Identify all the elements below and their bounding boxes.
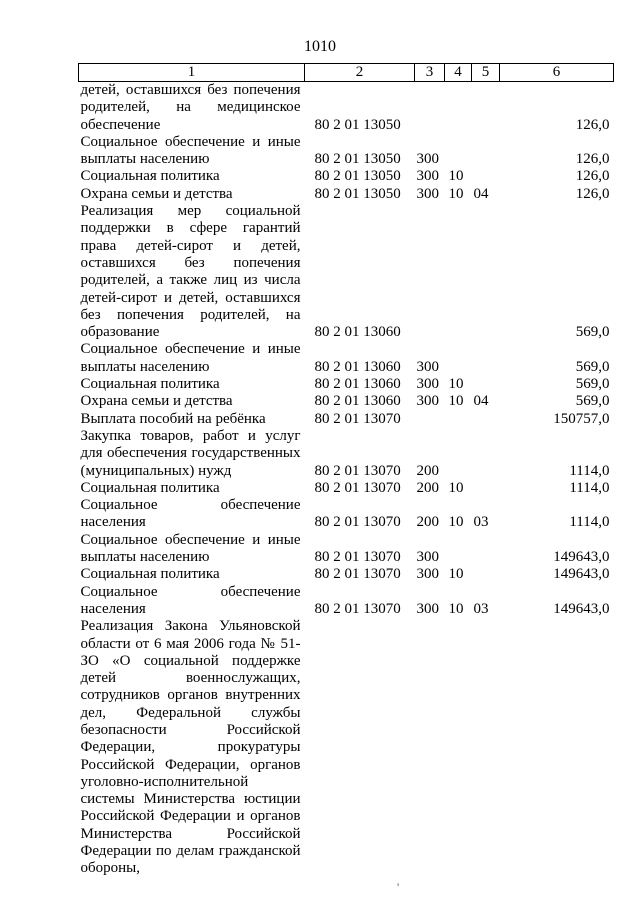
row-rz: 10: [448, 514, 464, 531]
row-rz: [445, 341, 472, 376]
row-rz: 10: [448, 393, 464, 410]
row-pr: [472, 203, 500, 341]
scan-mark: ': [397, 880, 400, 894]
row-vr: 300: [416, 185, 439, 202]
row-pr: [472, 480, 500, 497]
row-sum: 569,0: [575, 393, 610, 410]
table-row: [79, 411, 614, 428]
row-rz: 10: [448, 479, 464, 496]
row-name: Охрана семьи и детства: [80, 393, 233, 410]
row-name: Выплата пособий на ребёнка: [80, 410, 266, 427]
table-row: [79, 168, 614, 185]
row-pr: 04: [473, 185, 489, 202]
row-pr: [472, 376, 500, 393]
row-vr: 300: [416, 358, 439, 375]
row-sum: [500, 618, 614, 877]
row-code: 80 2 01 13060: [314, 358, 401, 375]
row-vr: 300: [416, 600, 439, 617]
row-vr: [415, 618, 445, 877]
row-name: детей, оставшихся без попечения родителей, на медицинское обеспечение: [80, 82, 301, 133]
row-vr: 300: [416, 393, 439, 410]
table-row: [79, 532, 614, 567]
table-row: [79, 341, 614, 376]
row-pr: [472, 134, 500, 169]
row-name: Реализация мер социальной поддержки в сфере гарантий права детей-сирот и детей, оставшихся без попечения родителей, а также лиц из числа детей-сирот и детей, оставшихся без попечения родителей, на образование: [80, 203, 301, 341]
row-name: Социальное обеспечение населения: [80, 497, 301, 531]
row-code: 80 2 01 13070: [314, 549, 401, 566]
row-name: Социальное обеспечение и иные выплаты населению: [80, 133, 301, 168]
table-row: [79, 134, 614, 169]
budget-table: [78, 63, 614, 878]
row-vr: 200: [416, 462, 439, 479]
row-pr: [472, 618, 500, 877]
row-rz: [445, 428, 472, 480]
row-sum: 149643,0: [553, 600, 610, 617]
row-vr: [415, 82, 445, 134]
row-sum: 569,0: [575, 376, 610, 393]
row-code: 80 2 01 13070: [314, 600, 401, 617]
row-sum: 1114,0: [569, 514, 610, 531]
row-rz: [445, 532, 472, 567]
row-code: 80 2 01 13060: [314, 393, 401, 410]
column-header-pr: 5: [472, 64, 500, 82]
row-rz: [445, 411, 472, 428]
row-code: 80 2 01 13050: [314, 168, 401, 185]
row-vr: 300: [416, 549, 439, 566]
row-pr: [472, 532, 500, 567]
row-name: Закупка товаров, работ и услуг для обеспечения государственных (муниципальных) нужд: [80, 427, 301, 479]
row-rz: 10: [448, 376, 464, 393]
row-pr: [472, 341, 500, 376]
row-code: 80 2 01 13070: [314, 410, 401, 427]
row-rz: 10: [448, 185, 464, 202]
row-code: 80 2 01 13070: [314, 479, 401, 496]
row-code: 80 2 01 13070: [314, 514, 401, 531]
row-name: Социальное обеспечение и иные выплаты населению: [80, 531, 301, 566]
row-pr: [472, 168, 500, 185]
row-name: Реализация Закона Ульяновской области от 6 мая 2006 года № 51-ЗО «О социальной поддержке детей военнослужащих, сотрудников органов внутренних дел, Федеральной службы безопасности Российской Федерации, прокуратуры Российской Федерации, органов уголовно-исполнительной системы Министерства юстиции Российской Федерации и органов Министерства Российской Федерации по делам гражданской обороны,: [80, 618, 301, 877]
row-code: 80 2 01 13060: [314, 324, 401, 341]
column-header-name: 1: [79, 64, 305, 82]
row-vr: 300: [416, 151, 439, 168]
row-pr: [472, 428, 500, 480]
row-code: 80 2 01 13070: [314, 462, 401, 479]
row-sum: 569,0: [575, 358, 610, 375]
table-row: [79, 566, 614, 583]
table-row: [79, 618, 614, 877]
row-code: 80 2 01 13050: [314, 185, 401, 202]
row-code: 80 2 01 13050: [314, 116, 401, 133]
table-row: [79, 584, 614, 619]
table-row: [79, 428, 614, 480]
row-sum: 149643,0: [553, 566, 610, 583]
row-sum: 149643,0: [553, 549, 610, 566]
row-name: Социальная политика: [80, 376, 220, 393]
row-code: 80 2 01 13050: [314, 151, 401, 168]
row-rz: 10: [448, 566, 464, 583]
row-sum: 569,0: [575, 324, 610, 341]
row-name: Социальная политика: [80, 479, 220, 496]
table-row: [79, 480, 614, 497]
row-pr: [472, 82, 500, 134]
row-vr: 300: [416, 566, 439, 583]
row-name: Социальное обеспечение населения: [80, 583, 301, 617]
row-name: Социальное обеспечение и иные выплаты населению: [80, 341, 301, 375]
column-header-rz: 4: [445, 64, 472, 82]
row-pr: 04: [473, 393, 489, 410]
table-row: [79, 186, 614, 203]
column-header-code: 2: [305, 64, 415, 82]
page-number: 1010: [304, 38, 336, 55]
row-name: Охрана семьи и детства: [80, 185, 233, 202]
row-rz: [445, 618, 472, 877]
row-sum: 126,0: [575, 185, 610, 202]
table-row: [79, 82, 614, 134]
column-header-sum: 6: [500, 64, 614, 82]
row-name: Социальная политика: [80, 168, 220, 185]
table-row: [79, 203, 614, 341]
row-pr: 03: [473, 514, 489, 531]
row-vr: 200: [416, 479, 439, 496]
row-pr: [472, 411, 500, 428]
row-vr: [415, 411, 445, 428]
row-sum: 126,0: [575, 151, 610, 168]
row-rz: [445, 203, 472, 341]
row-rz: [445, 134, 472, 169]
table-row: [79, 497, 614, 532]
row-sum: 1114,0: [569, 462, 610, 479]
row-pr: [472, 566, 500, 583]
row-pr: 03: [473, 600, 489, 617]
table-body: [79, 82, 614, 878]
row-code: [305, 618, 415, 877]
row-rz: 10: [448, 168, 464, 185]
row-code: 80 2 01 13060: [314, 376, 401, 393]
row-sum: 126,0: [575, 168, 610, 185]
row-vr: 300: [416, 376, 439, 393]
table-row: [79, 393, 614, 410]
row-code: 80 2 01 13070: [314, 566, 401, 583]
row-name: Социальная политика: [80, 566, 220, 583]
row-vr: [415, 203, 445, 341]
row-sum: 150757,0: [553, 410, 610, 427]
row-rz: [445, 82, 472, 134]
column-header-vr: 3: [415, 64, 445, 82]
row-rz: 10: [448, 600, 464, 617]
row-sum: 1114,0: [569, 479, 610, 496]
table-header-row: [79, 64, 614, 82]
row-vr: 300: [416, 168, 439, 185]
row-sum: 126,0: [575, 116, 610, 133]
table-row: [79, 376, 614, 393]
row-vr: 200: [416, 514, 439, 531]
